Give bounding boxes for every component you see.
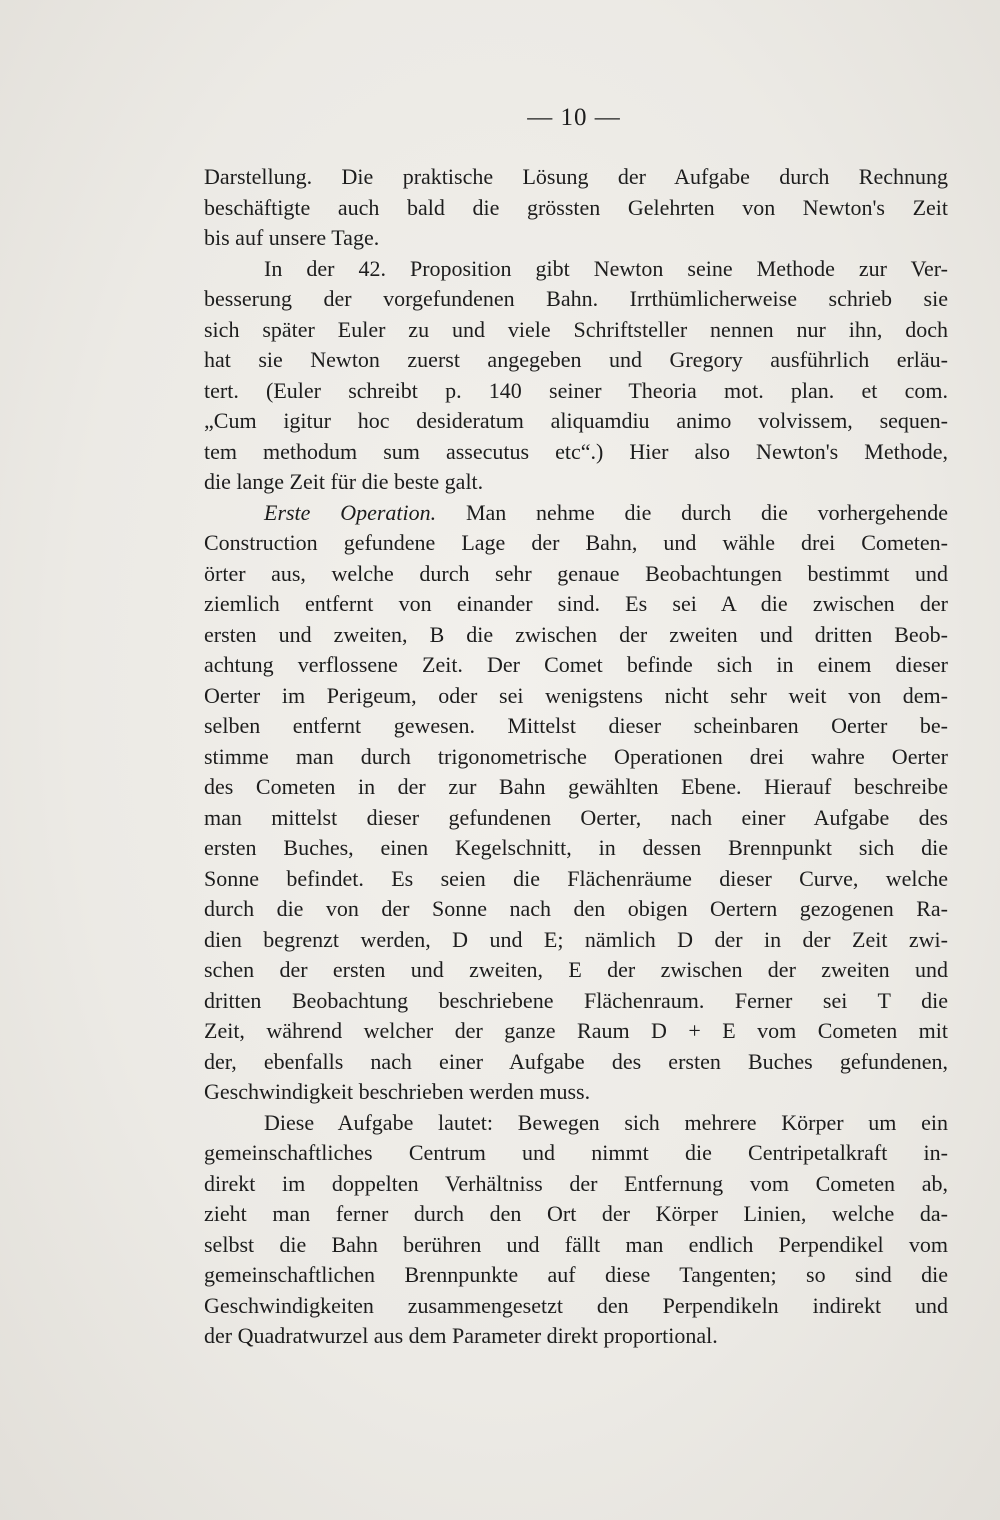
text-line: dien begrenzt werden, D und E; nämlich D der in der Zeit zwi- (204, 926, 948, 952)
text-line: bis auf unsere Tage. (204, 225, 380, 250)
text-line: die lange Zeit für die beste galt. (204, 469, 484, 494)
text-line: stimme man durch trigonometrische Operationen drei wahre Oerter (204, 743, 948, 769)
text-line: Darstellung. Die praktische Lösung der Aufgabe durch Rechnung (204, 164, 948, 189)
text-line: tem methodum sum assecutus etc“.) Hier also Newton's Methode, (204, 438, 948, 464)
text-line: der Quadratwurzel aus dem Parameter direkt proportional. (204, 1323, 718, 1348)
text-line: selben entfernt gewesen. Mittelst dieser scheinbaren Oerter be- (204, 713, 948, 738)
text-line: achtung verflossene Zeit. Der Comet befinde sich in einem dieser (204, 652, 948, 677)
italic-lead: Erste Operation. (264, 499, 437, 525)
text-line: schen der ersten und zweiten, E der zwischen der zweiten und (204, 957, 948, 982)
text-line: ersten Buches, einen Kegelschnitt, in dessen Brennpunkt sich die (204, 835, 948, 860)
text-line: Geschwindigkeiten zusammengesetzt den Perpendikeln indirekt und (204, 1292, 948, 1318)
text-line: des Cometen in der zur Bahn gewählten Ebene. Hierauf beschreibe (204, 774, 948, 799)
text-line: Geschwindigkeit beschrieben werden muss. (204, 1079, 591, 1104)
text-line: In der 42. Proposition gibt Newton seine Methode zur Ver- (264, 255, 948, 281)
text-line: ersten und zweiten, B die zwischen der zweiten und dritten Beob- (204, 621, 948, 647)
text-line: durch die von der Sonne nach den obigen Oertern gezogenen Ra- (204, 896, 948, 921)
text-line: Oerter im Perigeum, oder sei wenigstens nicht sehr weit von dem- (204, 682, 948, 708)
text-line-remainder: Man nehme die durch die vorhergehende (465, 499, 948, 525)
text-line: „Cum igitur hoc desideratum aliquamdiu animo volvissem, sequen- (204, 408, 948, 433)
text-line: Sonne befindet. Es seien die Flächenräume dieser Curve, welche (204, 865, 948, 891)
text-line: tert. (Euler schreibt p. 140 seiner Theoria mot. plan. et com. (204, 377, 948, 403)
text-line: ziemlich entfernt von einander sind. Es sei A die zwischen der (204, 591, 948, 616)
text-line: örter aus, welche durch sehr genaue Beobachtungen bestimmt und (204, 560, 948, 586)
page-number: — 10 — (527, 104, 621, 131)
text-line: der, ebenfalls nach einer Aufgabe des ersten Buches gefundenen, (204, 1048, 948, 1074)
text-line: sich später Euler zu und viele Schriftsteller nennen nur ihn, doch (204, 316, 948, 342)
text-line: direkt im doppelten Verhältniss der Entfernung vom Cometen ab, (204, 1170, 948, 1196)
text-line: gemeinschaftliches Centrum und nimmt die Centripetalkraft in- (204, 1140, 948, 1165)
text-line: Diese Aufgabe lautet: Bewegen sich mehrere Körper um ein (264, 1109, 948, 1135)
text-line: beschäftigte auch bald die grössten Gelehrten von Newton's Zeit (204, 194, 948, 220)
text-line: hat sie Newton zuerst angegeben und Gregory ausführlich erläu- (204, 347, 948, 372)
text-line: man mittelst dieser gefundenen Oerter, nach einer Aufgabe des (204, 804, 948, 830)
text-line: besserung der vorgefundenen Bahn. Irrthümlicherweise schrieb sie (204, 286, 948, 311)
text-line: dritten Beobachtung beschriebene Flächenraum. Ferner sei T die (204, 987, 948, 1013)
text-line: zieht man ferner durch den Ort der Körper Linien, welche da- (204, 1201, 948, 1226)
text-line-with-lead (204, 498, 948, 529)
text-line: Construction gefundene Lage der Bahn, und wähle drei Cometen- (204, 530, 948, 555)
text-line: Zeit, während welcher der ganze Raum D + E vom Cometen mit (204, 1018, 948, 1043)
text-line: selbst die Bahn berühren und fällt man endlich Perpendikel vom (204, 1231, 948, 1257)
text-line: gemeinschaftlichen Brennpunkte auf diese Tangenten; so sind die (204, 1262, 948, 1287)
body-text (204, 162, 948, 1352)
